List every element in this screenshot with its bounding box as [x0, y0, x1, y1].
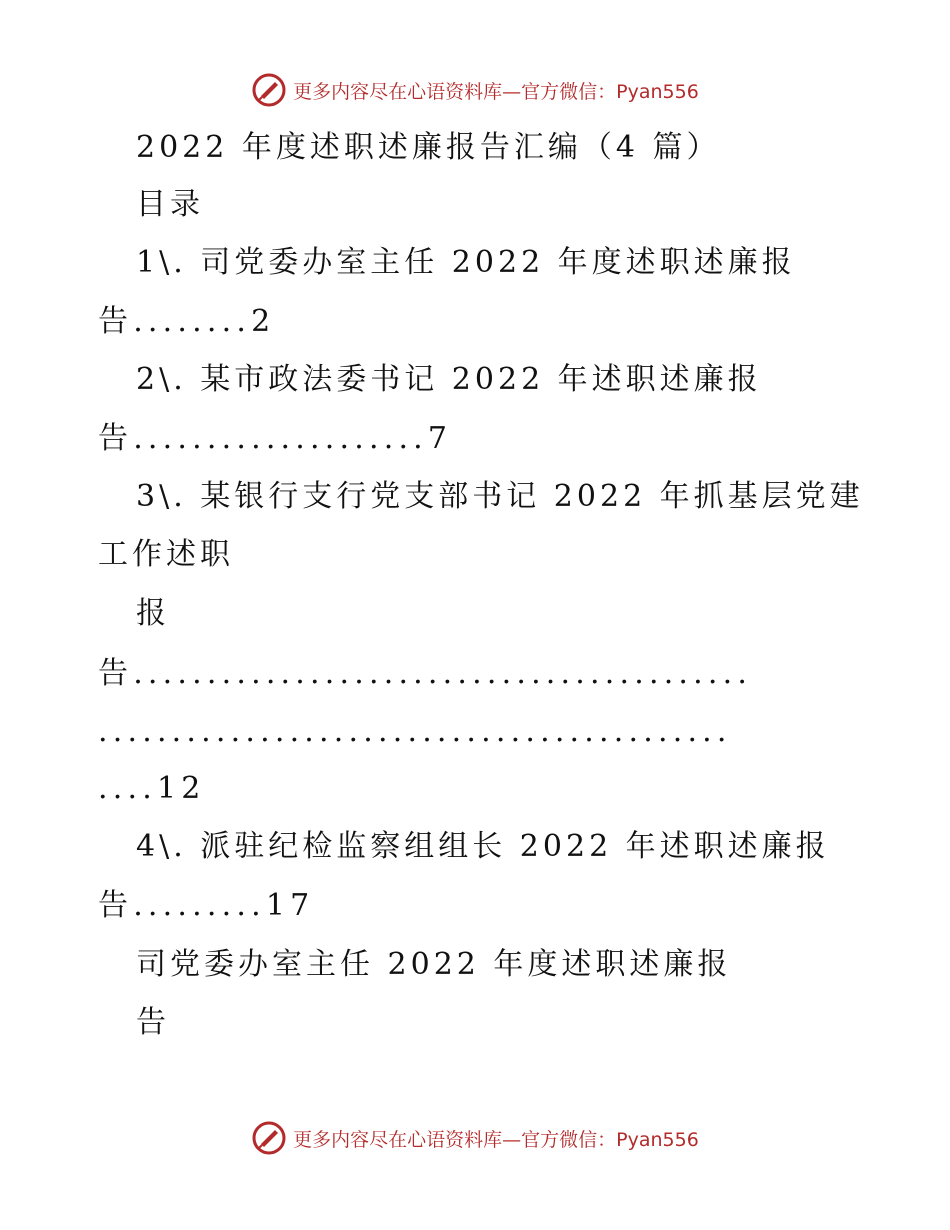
toc-item-3-line-5: ........................................... [98, 714, 732, 749]
toc-item-4-line-1: 4\. 派驻纪检监察组组长 2022 年述职述廉报 [136, 829, 830, 864]
toc-item-4-line-2: 告.........17 [98, 888, 315, 923]
toc-item-1-line-2: 告........2 [98, 304, 276, 339]
toc-item-3-line-6: ....12 [98, 771, 206, 806]
toc-item-3-line-4: 告.......................................... [98, 656, 753, 691]
section-title-line-1: 司党委办室主任 2022 年度述职述廉报 [136, 947, 732, 982]
watermark-text: 更多内容尽在心语资料库—官方微信：Pyan556 [293, 80, 699, 103]
watermark-banner-top [0, 70, 950, 110]
toc-item-3-line-3: 报 [136, 596, 170, 631]
document-title: 2022 年度述职述廉报告汇编（4 篇） [136, 130, 721, 165]
toc-item-3-line-2: 工作述职 [98, 537, 234, 572]
brand-logo-icon [251, 72, 287, 108]
toc-item-2-line-2: 告....................7 [98, 421, 453, 456]
watermark-banner-bottom [0, 1118, 950, 1158]
brand-logo-icon [251, 1120, 287, 1156]
section-title-line-2: 告 [136, 1005, 170, 1040]
watermark-text: 更多内容尽在心语资料库—官方微信：Pyan556 [293, 1128, 699, 1151]
toc-item-2-line-1: 2\. 某市政法委书记 2022 年述职述廉报 [136, 362, 762, 397]
toc-item-1-line-1: 1\. 司党委办室主任 2022 年度述职述廉报 [136, 245, 796, 280]
toc-heading: 目录 [136, 187, 204, 222]
toc-item-3-line-1: 3\. 某银行支行党支部书记 2022 年抓基层党建 [136, 479, 864, 514]
